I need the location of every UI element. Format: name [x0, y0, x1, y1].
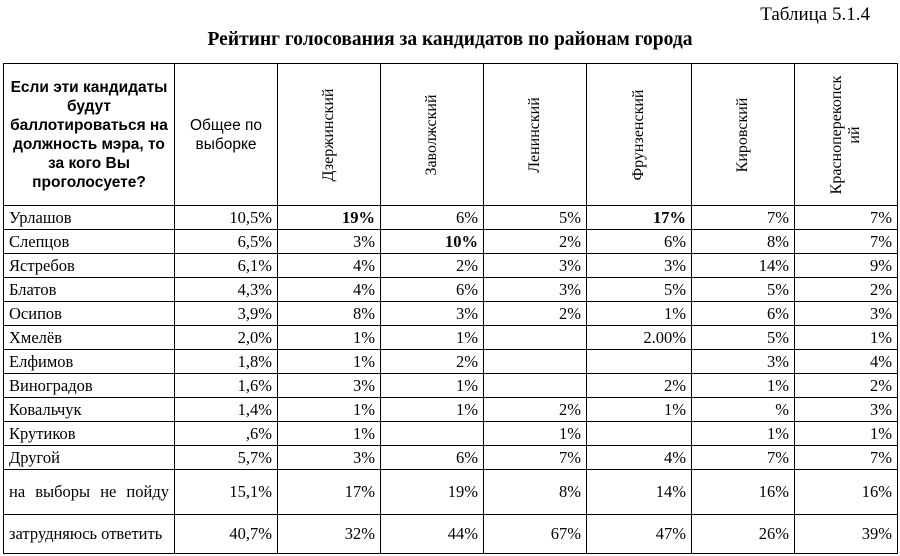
overall-cell: 6,5%: [175, 230, 278, 254]
candidate-name: Хмелёв: [4, 326, 175, 350]
value-cell: 4%: [795, 350, 898, 374]
value-cell: 3%: [692, 350, 795, 374]
value-cell: 1%: [795, 422, 898, 446]
value-cell: 1%: [278, 398, 381, 422]
district-header: Ленинский: [484, 64, 587, 206]
table-row: [4, 206, 898, 230]
district-header: Красноперекопский: [795, 64, 898, 206]
value-cell: 16%: [795, 470, 898, 515]
value-cell: 32%: [278, 515, 381, 554]
value-cell: 8%: [484, 470, 587, 515]
value-cell: 4%: [587, 446, 692, 470]
value-cell: 3%: [795, 398, 898, 422]
overall-cell: 6,1%: [175, 254, 278, 278]
value-cell: 2%: [484, 398, 587, 422]
candidate-name: Елфимов: [4, 350, 175, 374]
value-cell: 7%: [795, 206, 898, 230]
table-row: [4, 422, 898, 446]
value-cell: 1%: [484, 422, 587, 446]
value-cell: 1%: [278, 422, 381, 446]
value-cell: 16%: [692, 470, 795, 515]
value-cell: 3%: [795, 302, 898, 326]
value-cell: 3%: [278, 446, 381, 470]
candidate-name: Блатов: [4, 278, 175, 302]
table-row: [4, 398, 898, 422]
value-cell: 8%: [278, 302, 381, 326]
table-row: [4, 326, 898, 350]
value-cell: 2%: [484, 302, 587, 326]
value-cell: 2%: [484, 230, 587, 254]
value-cell: 14%: [692, 254, 795, 278]
value-cell: [587, 350, 692, 374]
value-cell: 3%: [484, 254, 587, 278]
value-cell: 47%: [587, 515, 692, 554]
value-cell: 17%: [278, 470, 381, 515]
value-cell: 3%: [587, 254, 692, 278]
table-row: [4, 515, 898, 554]
value-cell: 5%: [587, 278, 692, 302]
value-cell: [484, 374, 587, 398]
value-cell: 1%: [381, 326, 484, 350]
candidate-name: затрудняюсь ответить: [4, 515, 175, 554]
candidate-name: Виноградов: [4, 374, 175, 398]
value-cell: 1%: [795, 326, 898, 350]
value-cell: [381, 422, 484, 446]
value-cell: 1%: [587, 398, 692, 422]
overall-cell: 4,3%: [175, 278, 278, 302]
table-row: [4, 470, 898, 515]
value-cell: 9%: [795, 254, 898, 278]
candidate-name: Другой: [4, 446, 175, 470]
table-row: [4, 302, 898, 326]
district-header: Дзержинский: [278, 64, 381, 206]
value-cell: 8%: [692, 230, 795, 254]
value-cell: 3%: [278, 374, 381, 398]
district-header: Заволжский: [381, 64, 484, 206]
value-cell: 2%: [381, 254, 484, 278]
value-cell: 1%: [692, 374, 795, 398]
overall-cell: 1,6%: [175, 374, 278, 398]
value-cell: 19%: [278, 206, 381, 230]
value-cell: 7%: [692, 446, 795, 470]
district-header: Кировский: [692, 64, 795, 206]
value-cell: 2%: [795, 278, 898, 302]
value-cell: [484, 350, 587, 374]
overall-header: Общее по выборке: [175, 64, 278, 206]
value-cell: 2%: [795, 374, 898, 398]
value-cell: 26%: [692, 515, 795, 554]
value-cell: %: [692, 398, 795, 422]
value-cell: 5%: [692, 278, 795, 302]
value-cell: 6%: [587, 230, 692, 254]
table-row: [4, 350, 898, 374]
candidate-name: Ковальчук: [4, 398, 175, 422]
rating-table: [3, 63, 898, 554]
value-cell: 4%: [278, 254, 381, 278]
table-row: [4, 278, 898, 302]
value-cell: 2%: [381, 350, 484, 374]
value-cell: 67%: [484, 515, 587, 554]
candidate-name: Слепцов: [4, 230, 175, 254]
value-cell: 2.00%: [587, 326, 692, 350]
value-cell: 5%: [692, 326, 795, 350]
value-cell: 39%: [795, 515, 898, 554]
value-cell: 6%: [381, 206, 484, 230]
value-cell: [484, 326, 587, 350]
value-cell: 1%: [381, 398, 484, 422]
value-cell: 7%: [484, 446, 587, 470]
value-cell: 4%: [278, 278, 381, 302]
value-cell: 3%: [278, 230, 381, 254]
value-cell: 3%: [381, 302, 484, 326]
value-cell: 1%: [587, 302, 692, 326]
overall-cell: 1,4%: [175, 398, 278, 422]
overall-cell: 1,8%: [175, 350, 278, 374]
header-row: [4, 64, 898, 206]
overall-cell: 3,9%: [175, 302, 278, 326]
table-number: Таблица 5.1.4: [760, 4, 870, 25]
value-cell: 2%: [587, 374, 692, 398]
value-cell: 5%: [484, 206, 587, 230]
value-cell: 1%: [381, 374, 484, 398]
overall-cell: 40,7%: [175, 515, 278, 554]
value-cell: 44%: [381, 515, 484, 554]
value-cell: 6%: [692, 302, 795, 326]
overall-cell: 5,7%: [175, 446, 278, 470]
value-cell: 1%: [278, 350, 381, 374]
value-cell: 7%: [795, 230, 898, 254]
table-row: [4, 230, 898, 254]
value-cell: 14%: [587, 470, 692, 515]
value-cell: 1%: [278, 326, 381, 350]
value-cell: 7%: [795, 446, 898, 470]
question-header: Если эти кандидаты будут баллотироваться на должность мэра, то за кого Вы проголосуете?: [4, 64, 175, 206]
overall-cell: ,6%: [175, 422, 278, 446]
table-row: [4, 374, 898, 398]
table-row: [4, 446, 898, 470]
value-cell: 6%: [381, 446, 484, 470]
table-row: [4, 254, 898, 278]
overall-cell: 15,1%: [175, 470, 278, 515]
value-cell: 6%: [381, 278, 484, 302]
candidate-name: Осипов: [4, 302, 175, 326]
value-cell: 7%: [692, 206, 795, 230]
value-cell: 1%: [692, 422, 795, 446]
district-header: Фрунзенский: [587, 64, 692, 206]
candidate-name: Урлашов: [4, 206, 175, 230]
value-cell: 19%: [381, 470, 484, 515]
value-cell: 17%: [587, 206, 692, 230]
table-title: Рейтинг голосования за кандидатов по районам города: [207, 29, 693, 50]
candidate-name: на выборы не пойду: [4, 470, 175, 515]
overall-cell: 10,5%: [175, 206, 278, 230]
value-cell: [587, 422, 692, 446]
value-cell: 10%: [381, 230, 484, 254]
value-cell: 3%: [484, 278, 587, 302]
candidate-name: Ястребов: [4, 254, 175, 278]
candidate-name: Крутиков: [4, 422, 175, 446]
overall-cell: 2,0%: [175, 326, 278, 350]
